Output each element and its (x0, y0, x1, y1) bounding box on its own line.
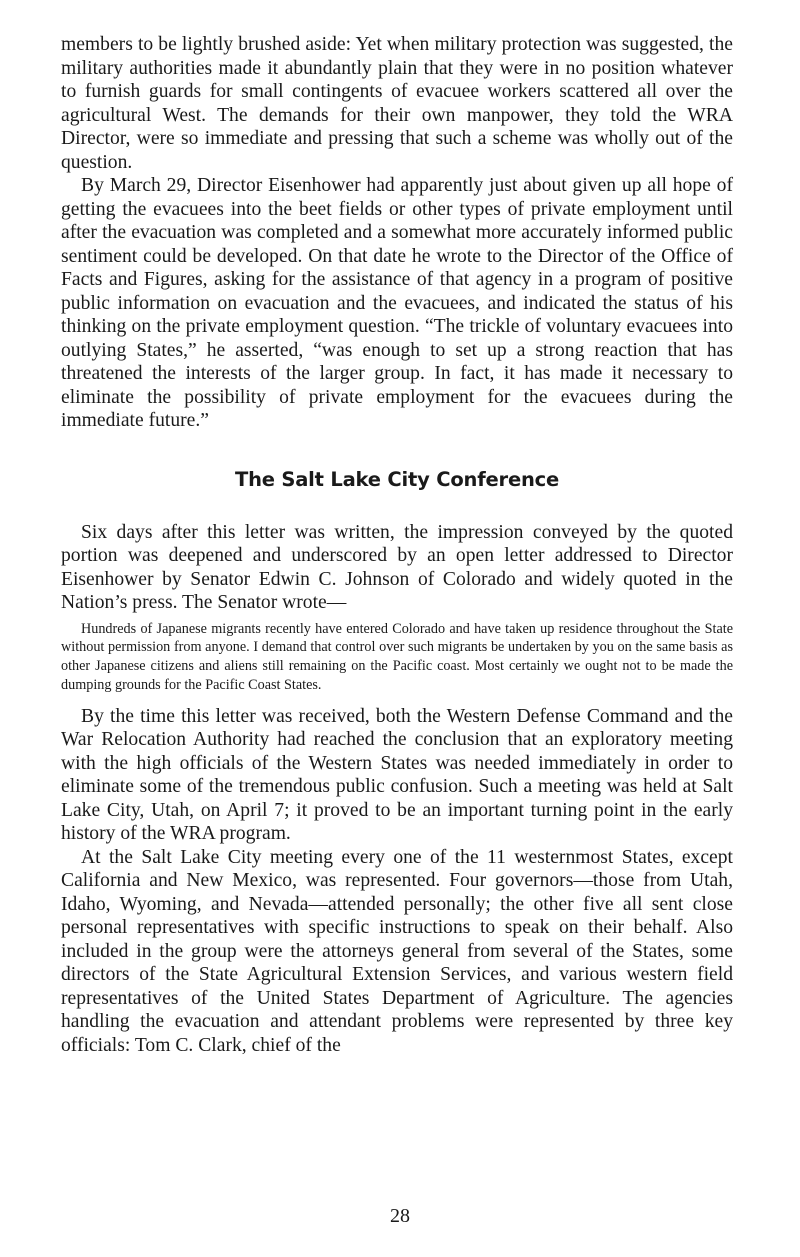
paragraph-march-29: By March 29, Director Eisenhower had apparently just about given up all hope of getting the evacuees into the beet fields or other types of private employment until after the evacuation was completed and a somewhat more accurately informed public sentiment could be developed. On that date he wrote to the Director of the Office of Facts and Figures, asking for the assistance of that agency in a program of positive public information on evacuation and the evacuees, and indicated the status of his thinking on the private employment question. “The trickle of voluntary evacuees into outlying States,” he asserted, “was enough to set up a strong reaction that has threatened the interests of the larger group. In fact, it has made it necessary to eliminate the possibility of private employment for the evacuees during the immediate future.” (61, 175, 733, 431)
paragraph-letter-received: By the time this letter was received, both the Western Defense Command and the War Relocation Authority had reached the conclusion that an exploratory meeting with the high officials of the Western States was needed immediately in order to eliminate some of the tremendous public confusion. Such a meeting was held at Salt Lake City, Utah, on April 7; it proved to be an important turning point in the early history of the WRA program. (61, 705, 733, 845)
page-body (61, 33, 733, 1057)
section-heading: The Salt Lake City Conference (234, 467, 560, 491)
block-quote-senator-letter: Hundreds of Japanese migrants recently have entered Colorado and have taken up residence throughout the State without permission from anyone. I demand that control over such migrants be undertaken by you on the same basis as other Japanese citizens and aliens still remaining on the Pacific coast. Most certainly we ought not to be made the dumping grounds for the Pacific Coast States. (61, 620, 733, 693)
paragraph-continuation: members to be lightly brushed aside: Yet when military protection was suggested, the military authorities made it abundantly plain that they were in no position whatever to furnish guards for small contingents of evacuee workers scattered all over the agricultural West. The demands for their own manpower, they told the WRA Director, were so immediate and pressing that such a scheme was wholly out of the question. (61, 34, 733, 173)
page-number: 28 (390, 1205, 410, 1227)
paragraph-six-days: Six days after this letter was written, the impression conveyed by the quoted portion was deepened and underscored by an open letter addressed to Director Eisenhower by Senator Edwin C. Johnson of Colorado and widely quoted in the Nation’s press. The Senator wrote— (61, 521, 733, 613)
paragraph-meeting-attendance: At the Salt Lake City meeting every one of the 11 westernmost States, except California and New Mexico, was represented. Four governors—those from Utah, Idaho, Wyoming, and Nevada—attended personally; the other five all sent close personal representatives with specific instructions to speak on their behalf. Also included in the group were the attorneys general from several of the States, some directors of the State Agricultural Extension Services, and various western field representatives of the United States Department of Agriculture. The agencies handling the evacuation and attendant problems were represented by three key officials: Tom C. Clark, chief of the (61, 846, 733, 1056)
